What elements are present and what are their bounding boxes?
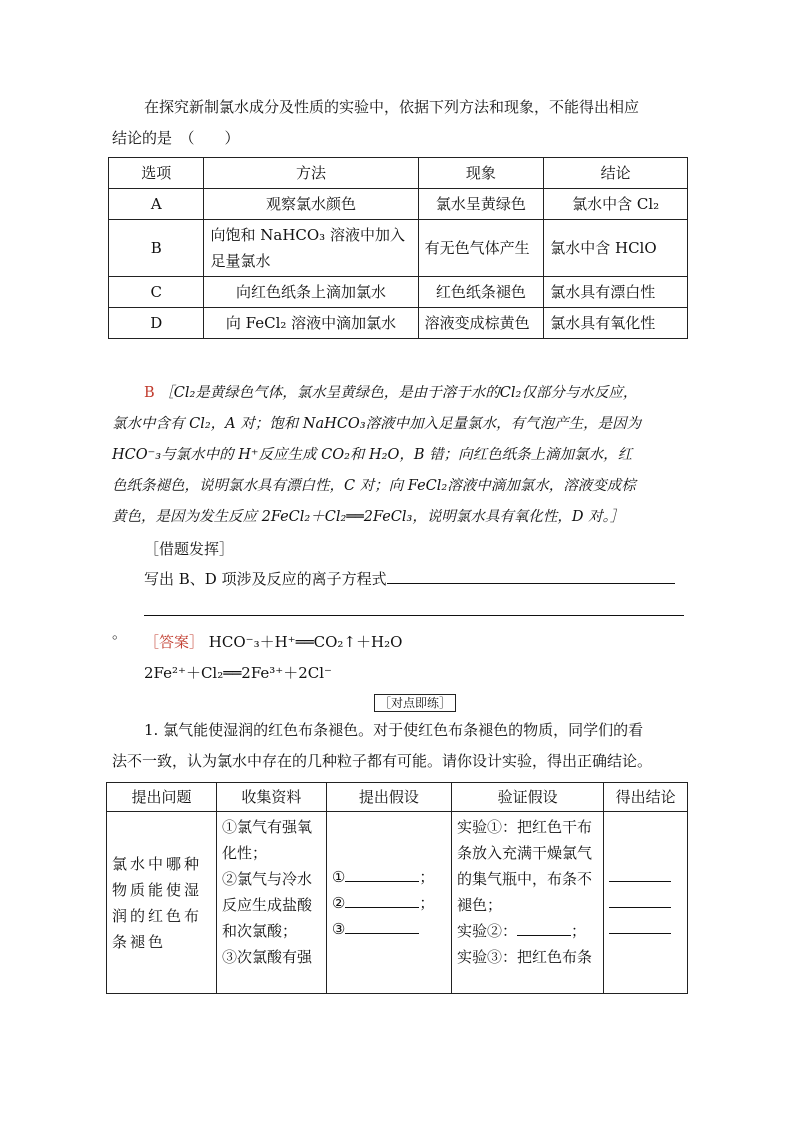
row-phenomenon: 溶液变成棕黄色 [418,308,544,339]
header-option: 选项 [109,158,204,189]
table-row [109,189,688,220]
answer-blank[interactable] [387,569,675,584]
explanation-line-3: HCO⁻₃与氯水中的 H⁺反应生成 CO₂和 H₂O，B 错；向红色纸条上滴加氯水，红 [112,447,633,463]
verify-exp-1: 实验①：把红色干布条放入充满干燥氯气的集气瓶中，布条不褪色； [456,818,592,914]
header-info: 收集资料 [216,783,326,812]
row-conclusion: 氯水中含 HClO [544,220,688,277]
verify-exp-2-label: 实验②： [456,922,517,940]
hypothesis-blank[interactable] [345,893,419,908]
extension-period: 。 [112,624,128,642]
header-verify: 验证假设 [451,783,603,812]
equation-2: 2Fe²⁺＋Cl₂══2Fe³⁺＋2Cl⁻ [144,664,332,682]
extension-prompt: 写出 B、D 项涉及反应的离子方程式 [144,570,387,588]
semicolon: ； [570,922,586,940]
hyp-label: ② [331,893,346,912]
row-phenomenon: 氯水呈黄绿色 [418,189,544,220]
hypothesis-1 [332,864,446,890]
header-conclusion: 得出结论 [604,783,688,812]
row-method: 向 FeCl₂ 溶液中滴加氯水 [204,308,418,339]
row-conclusion: 氯水具有氧化性 [544,308,688,339]
row-option: D [109,308,204,339]
explanation-line-1 [112,378,692,409]
equation-1: HCO⁻₃＋H⁺══CO₂↑＋H₂O [208,633,403,651]
hyp-label: ① [331,867,346,886]
options-table [108,157,688,339]
table-row [107,812,688,994]
answer-letter: B [144,385,155,401]
explanation-line-5: 黄色，是因为发生反应 2FeCl₂＋Cl₂══2FeCl₃，说明氯水具有氧化性，D 对。］ [112,509,625,525]
inquiry-table [106,782,688,994]
practice-question-line-1: 1. 氯气能使湿润的红色布条褪色。对于使红色布条褪色的物质，同学们的看 [144,721,644,739]
explanation-text: ［Cl₂是黄绿色气体，氯水呈黄绿色，是由于溶于水的Cl₂仅部分与水反应， [159,385,638,401]
cell-verify [451,812,603,994]
cell-conclusion [604,812,688,994]
explanation-line-4: 色纸条褪色，说明氯水具有漂白性，C 对；向 FeCl₂溶液中滴加氯水，溶液变成棕 [112,478,636,494]
extension-title: ［借题发挥］ [144,540,235,558]
header-question: 提出问题 [107,783,217,812]
row-conclusion: 氯水中含 Cl₂ [544,189,688,220]
table-row [109,277,688,308]
row-method: 观察氯水颜色 [204,189,418,220]
row-phenomenon: 有无色气体产生 [418,220,544,277]
conclusion-blank[interactable] [609,919,671,934]
semicolon: ； [419,893,435,912]
question-line-2: 结论的是 （ ） [112,129,240,147]
info-3: ③次氯酸有强 [221,948,312,966]
header-conclusion: 结论 [544,158,688,189]
info-2: ②氯气与冷水反应生成盐酸和次氯酸； [221,870,312,940]
semicolon: ； [419,867,435,886]
answer-label: ［答案］ [144,633,205,651]
conclusion-blank[interactable] [609,893,671,908]
verify-exp-3: 实验③：把红色布条 [456,948,592,966]
verify-blank[interactable] [517,921,571,936]
verify-exp-2 [457,918,598,944]
table-row [109,220,688,277]
hypothesis-2 [332,890,446,916]
hyp-label: ③ [331,919,346,938]
row-option: C [109,277,204,308]
header-method: 方法 [204,158,418,189]
hypothesis-blank[interactable] [345,919,419,934]
question-line-1: 在探究新制氯水成分及性质的实验中，依据下列方法和现象，不能得出相应 [144,98,640,116]
info-1: ①氯气有强氧化性； [221,818,312,862]
table-row [109,308,688,339]
answer-blank[interactable] [144,601,684,616]
row-phenomenon: 红色纸条褪色 [418,277,544,308]
cell-info [216,812,326,994]
row-option: B [109,220,204,277]
table-header-row [107,783,688,812]
cell-question: 氯水中哪种物质能使湿润的红色布条褪色 [107,812,217,994]
practice-question-line-2: 法不一致，认为氯水中存在的几种粒子都有可能。请你设计实验，得出正确结论。 [112,752,653,770]
explanation [112,378,692,533]
conclusion-blank[interactable] [609,867,671,882]
extension-prompt-line [112,568,692,590]
hypothesis-blank[interactable] [345,867,419,882]
header-phenomenon: 现象 [418,158,544,189]
row-conclusion: 氯水具有漂白性 [544,277,688,308]
header-hypothesis: 提出假设 [326,783,451,812]
explanation-line-2: 氯水中含有 Cl₂，A 对；饱和 NaHCO₃溶液中加入足量氯水，有气泡产生，是因为 [112,416,642,432]
answer-line-1 [112,631,692,653]
cell-hypothesis [326,812,451,994]
row-method: 向红色纸条上滴加氯水 [204,277,418,308]
row-option: A [109,189,204,220]
table-header-row [109,158,688,189]
practice-badge: ［对点即练］ [374,694,456,712]
row-method: 向饱和 NaHCO₃ 溶液中加入足量氯水 [204,220,418,277]
hypothesis-3 [332,916,446,942]
